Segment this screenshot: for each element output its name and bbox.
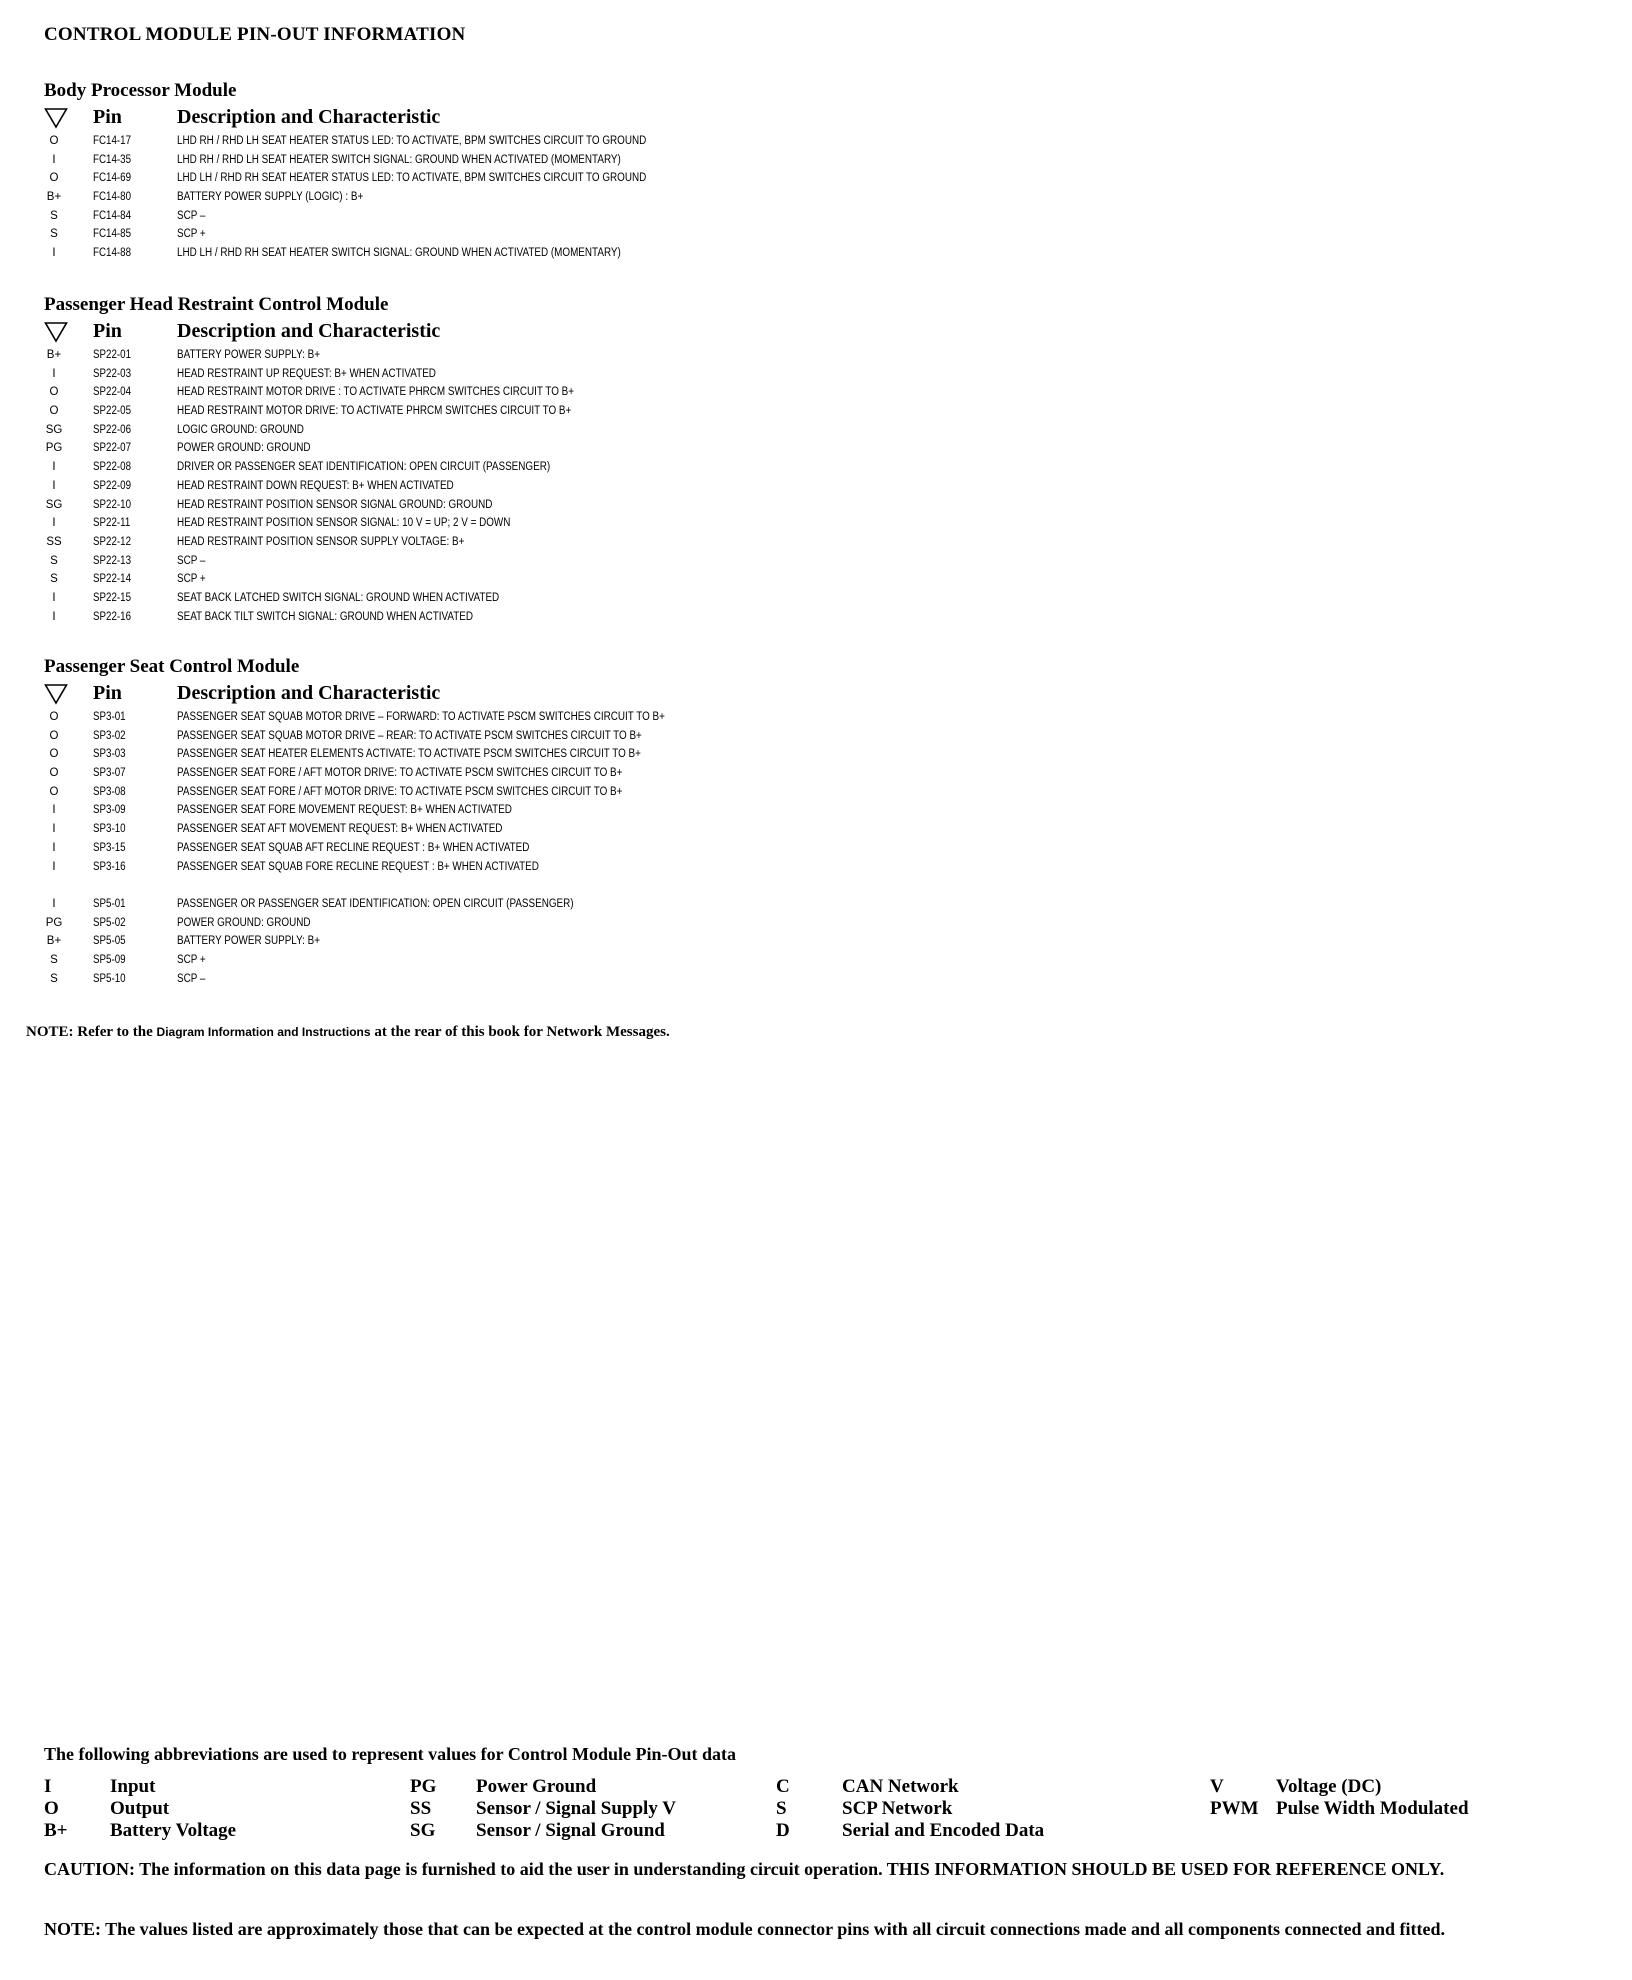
pin-type: S [50, 972, 58, 985]
pin-row [44, 477, 1584, 496]
column-header-row [44, 104, 1584, 132]
abbr-meaning: SCP Network [842, 1798, 953, 1819]
pin-table [44, 346, 1584, 626]
abbr-code: PG [410, 1776, 437, 1797]
pin-type: I [52, 804, 56, 817]
pin-description: BATTERY POWER SUPPLY: B+ [177, 935, 321, 948]
pin-id: SP22-14 [93, 573, 132, 586]
abbr-code: S [776, 1798, 787, 1819]
abbr-meaning: Battery Voltage [110, 1820, 237, 1841]
pin-description: PASSENGER SEAT SQUAB MOTOR DRIVE – FORWARD: TO ACTIVATE PSCM SWITCHES CIRCUIT TO B+ [177, 711, 665, 723]
pin-type: I [52, 860, 56, 873]
pin-description: PASSENGER SEAT SQUAB FORE RECLINE REQUEST : B+ WHEN ACTIVATED [177, 860, 539, 873]
note-suffix: at the rear of this book for Network Messages. [370, 1024, 670, 1040]
pin-type: I [52, 517, 56, 530]
column-header-row [44, 680, 1584, 708]
pin-row [44, 169, 1584, 188]
column-header-row [44, 318, 1584, 346]
pin-id: SP5-01 [93, 897, 126, 910]
pin-description: HEAD RESTRAINT POSITION SENSOR SIGNAL: 10 V = UP; 2 V = DOWN [177, 517, 511, 530]
abbr-code: I [44, 1776, 52, 1797]
pin-id: SP22-05 [93, 405, 132, 418]
pin-description: HEAD RESTRAINT MOTOR DRIVE: TO ACTIVATE PHRCM SWITCHES CIRCUIT TO B+ [177, 405, 572, 418]
pin-row [44, 383, 1584, 402]
module-title: Passenger Head Restraint Control Module [44, 294, 389, 315]
pin-type: B+ [46, 349, 62, 361]
pin-id: SP3-03 [93, 748, 126, 761]
pin-column-header: Pin [93, 106, 122, 128]
pin-id: SP3-16 [93, 860, 126, 873]
pin-description: PASSENGER SEAT FORE / AFT MOTOR DRIVE: TO ACTIVATE PSCM SWITCHES CIRCUIT TO B+ [177, 785, 623, 798]
pin-row [44, 727, 1584, 746]
pin-description: PASSENGER SEAT AFT MOVEMENT REQUEST: B+ WHEN ACTIVATED [177, 823, 503, 836]
pin-type: B+ [46, 935, 62, 948]
pin-description: SCP – [177, 972, 206, 985]
abbr-code: SG [410, 1820, 436, 1841]
pin-id: SP5-05 [93, 935, 126, 948]
pin-description: PASSENGER SEAT SQUAB AFT RECLINE REQUEST : B+ WHEN ACTIVATED [177, 841, 530, 854]
pin-row [44, 151, 1584, 170]
caution-text: CAUTION: The information on this data page is furnished to aid the user in understanding circuit operation. THIS INFORMATION SHOULD BE USED FOR REFERENCE ONLY. [44, 1859, 1445, 1879]
pin-type: O [49, 711, 59, 723]
pin-column-header: Pin [93, 682, 122, 704]
pin-row [44, 764, 1584, 783]
pin-description: LHD LH / RHD RH SEAT HEATER STATUS LED: TO ACTIVATE, BPM SWITCHES CIRCUIT TO GROUND [177, 172, 647, 185]
pin-id: SP3-08 [93, 785, 126, 798]
abbr-code: SS [410, 1798, 432, 1819]
pin-description: PASSENGER SEAT HEATER ELEMENTS ACTIVATE: TO ACTIVATE PSCM SWITCHES CIRCUIT TO B+ [177, 748, 641, 761]
pin-description: HEAD RESTRAINT UP REQUEST: B+ WHEN ACTIVATED [177, 367, 436, 380]
pin-type: I [52, 591, 56, 604]
pin-row [44, 801, 1584, 820]
pin-description: PASSENGER SEAT SQUAB MOTOR DRIVE – REAR: TO ACTIVATE PSCM SWITCHES CIRCUIT TO B+ [177, 729, 642, 742]
pin-type: I [52, 897, 56, 910]
pin-description: PASSENGER SEAT FORE / AFT MOTOR DRIVE: TO ACTIVATE PSCM SWITCHES CIRCUIT TO B+ [177, 767, 623, 780]
pin-table [44, 132, 1584, 263]
pin-description: HEAD RESTRAINT POSITION SENSOR SUPPLY VOLTAGE: B+ [177, 535, 465, 548]
pin-description: LHD RH / RHD LH SEAT HEATER STATUS LED: TO ACTIVATE, BPM SWITCHES CIRCUIT TO GROUND [177, 135, 647, 147]
pin-id: FC14-85 [93, 228, 132, 241]
pin-row [44, 458, 1584, 477]
pin-row [44, 708, 1584, 727]
pin-id: SP3-07 [93, 767, 126, 780]
abbr-meaning: Input [110, 1776, 156, 1797]
pin-type: I [52, 367, 56, 380]
pin-row [44, 439, 1584, 458]
pin-row [44, 496, 1584, 515]
pin-id: SP3-01 [93, 711, 126, 723]
pin-id: FC14-35 [93, 153, 132, 166]
pin-row [44, 346, 1584, 365]
pin-description: LHD LH / RHD RH SEAT HEATER SWITCH SIGNAL: GROUND WHEN ACTIVATED (MOMENTARY) [177, 247, 621, 260]
description-column-header: Description and Characteristic [177, 106, 441, 128]
pin-id: SP3-09 [93, 804, 126, 817]
pin-row [44, 533, 1584, 552]
pin-type: SS [46, 535, 62, 548]
pin-row [44, 570, 1584, 589]
pin-description: SCP + [177, 573, 206, 586]
pin-description: SCP – [177, 554, 206, 567]
pin-type: O [49, 767, 59, 780]
pin-type: PG [45, 442, 63, 455]
pin-row [44, 225, 1584, 244]
module-section [44, 654, 1584, 988]
connector-triangle-icon [44, 107, 68, 129]
pin-column-header: Pin [93, 320, 122, 342]
pin-type: I [52, 610, 56, 623]
pin-type: O [49, 729, 59, 742]
pin-type: SG [45, 498, 63, 511]
abbr-code: O [44, 1798, 59, 1819]
pin-table [44, 708, 1584, 988]
pin-description: SEAT BACK LATCHED SWITCH SIGNAL: GROUND WHEN ACTIVATED [177, 591, 500, 604]
pin-type: I [52, 461, 56, 474]
pin-row [44, 402, 1584, 421]
pin-id: SP22-15 [93, 591, 132, 604]
pin-type: O [49, 748, 59, 761]
pin-row [44, 365, 1584, 384]
note-prefix: NOTE: Refer to the [26, 1024, 157, 1040]
pin-row [44, 839, 1584, 858]
pin-row [44, 895, 1584, 914]
pin-id: FC14-84 [93, 209, 132, 222]
pin-description: HEAD RESTRAINT DOWN REQUEST: B+ WHEN ACTIVATED [177, 479, 454, 492]
pin-type: S [50, 228, 58, 241]
pin-description: SCP + [177, 228, 206, 241]
abbr-meaning: Pulse Width Modulated [1276, 1798, 1469, 1819]
module-title: Passenger Seat Control Module [44, 656, 300, 677]
pin-type: I [52, 841, 56, 854]
pin-id: SP22-11 [93, 517, 131, 530]
module-title: Body Processor Module [44, 80, 237, 101]
pin-type: I [52, 823, 56, 836]
pin-description: PASSENGER OR PASSENGER SEAT IDENTIFICATION: OPEN CIRCUIT (PASSENGER) [177, 897, 574, 910]
pin-description: BATTERY POWER SUPPLY: B+ [177, 349, 321, 361]
pin-type: O [49, 386, 59, 399]
abbr-meaning: Serial and Encoded Data [842, 1820, 1045, 1841]
pin-row [44, 552, 1584, 571]
pin-row [44, 608, 1584, 627]
pin-id: SP22-12 [93, 535, 132, 548]
pin-type: S [50, 209, 58, 222]
pin-type: I [52, 153, 56, 166]
abbr-meaning: Output [110, 1798, 170, 1819]
pin-id: SP22-08 [93, 461, 132, 474]
pin-id: SP5-02 [93, 916, 126, 929]
connector-triangle-icon [44, 683, 68, 705]
pin-id: FC14-69 [93, 172, 132, 185]
pin-id: SP22-06 [93, 423, 132, 436]
pin-row [44, 783, 1584, 802]
pin-id: SP22-16 [93, 610, 132, 623]
pin-id: SP22-04 [93, 386, 132, 399]
pin-id: SP5-09 [93, 953, 126, 966]
pin-row [44, 914, 1584, 933]
pin-row [44, 951, 1584, 970]
pin-description: BATTERY POWER SUPPLY (LOGIC) : B+ [177, 191, 364, 204]
abbr-code: B+ [44, 1820, 68, 1841]
pin-row [44, 932, 1584, 951]
pin-type: S [50, 554, 58, 567]
abbr-code: V [1210, 1776, 1224, 1797]
pin-id: SP22-03 [93, 367, 132, 380]
pin-row [44, 820, 1584, 839]
pin-row [44, 132, 1584, 151]
pin-id: SP3-02 [93, 729, 126, 742]
abbr-meaning: Sensor / Signal Ground [476, 1820, 665, 1841]
pin-id: FC14-80 [93, 191, 132, 204]
pin-description: POWER GROUND: GROUND [177, 442, 311, 455]
pin-type: S [50, 573, 58, 586]
page-title: CONTROL MODULE PIN-OUT INFORMATION [44, 24, 466, 45]
pin-type: O [49, 785, 59, 798]
pin-row [44, 745, 1584, 764]
pin-type: O [49, 135, 59, 147]
module-section [44, 292, 1584, 626]
abbreviations-legend [44, 1776, 1584, 1846]
pin-id: SP22-13 [93, 554, 132, 567]
pin-row [44, 207, 1584, 226]
pin-description: HEAD RESTRAINT MOTOR DRIVE : TO ACTIVATE PHRCM SWITCHES CIRCUIT TO B+ [177, 386, 575, 399]
pin-id: SP22-07 [93, 442, 132, 455]
pin-type: I [52, 479, 56, 492]
pin-id: SP22-09 [93, 479, 132, 492]
pin-row [44, 589, 1584, 608]
pin-description: LHD RH / RHD LH SEAT HEATER SWITCH SIGNAL: GROUND WHEN ACTIVATED (MOMENTARY) [177, 153, 621, 166]
module-section [44, 78, 1584, 263]
note-reference: Diagram Information and Instructions [156, 1025, 371, 1039]
pin-description: SEAT BACK TILT SWITCH SIGNAL: GROUND WHEN ACTIVATED [177, 610, 474, 623]
pin-id: FC14-17 [93, 135, 132, 147]
abbreviations-intro: The following abbreviations are used to represent values for Control Module Pin-Out data [44, 1744, 737, 1764]
pin-description: HEAD RESTRAINT POSITION SENSOR SIGNAL GROUND: GROUND [177, 498, 493, 511]
abbr-meaning: Power Ground [476, 1776, 597, 1797]
pin-type: O [49, 172, 59, 185]
pin-row [44, 514, 1584, 533]
pin-id: SP22-01 [93, 349, 132, 361]
abbr-code: PWM [1210, 1798, 1259, 1819]
network-messages-note [26, 1024, 670, 1041]
pin-row [44, 421, 1584, 440]
values-note: NOTE: The values listed are approximately those that can be expected at the control module connector pins with all circuit connections made and all components connected and fitted. [44, 1919, 1445, 1939]
pin-description: PASSENGER SEAT FORE MOVEMENT REQUEST: B+ WHEN ACTIVATED [177, 804, 512, 817]
pin-type: SG [45, 423, 63, 436]
pin-row [44, 858, 1584, 877]
pin-description: SCP – [177, 209, 206, 222]
pin-id: SP22-10 [93, 498, 132, 511]
pin-type: PG [45, 916, 63, 929]
abbr-meaning: CAN Network [842, 1776, 959, 1797]
pin-id: SP5-10 [93, 972, 126, 985]
pin-type: B+ [46, 191, 62, 204]
pin-description: LOGIC GROUND: GROUND [177, 423, 304, 436]
pin-row [44, 970, 1584, 989]
abbr-code: C [776, 1776, 790, 1797]
pin-type: O [49, 405, 59, 418]
connector-triangle-icon [44, 321, 68, 343]
pin-id: FC14-88 [93, 247, 132, 260]
pin-row [44, 244, 1584, 263]
pin-description: DRIVER OR PASSENGER SEAT IDENTIFICATION: OPEN CIRCUIT (PASSENGER) [177, 461, 551, 474]
pin-row [44, 188, 1584, 207]
description-column-header: Description and Characteristic [177, 320, 441, 342]
pin-id: SP3-10 [93, 823, 126, 836]
abbr-code: D [776, 1820, 790, 1841]
description-column-header: Description and Characteristic [177, 682, 441, 704]
pin-id: SP3-15 [93, 841, 126, 854]
pin-description: POWER GROUND: GROUND [177, 916, 311, 929]
pin-type: I [52, 247, 56, 260]
pin-type: S [50, 953, 58, 966]
row-spacer [44, 876, 1584, 895]
abbr-meaning: Sensor / Signal Supply V [476, 1798, 676, 1819]
abbr-meaning: Voltage (DC) [1276, 1776, 1382, 1797]
pin-description: SCP + [177, 953, 206, 966]
